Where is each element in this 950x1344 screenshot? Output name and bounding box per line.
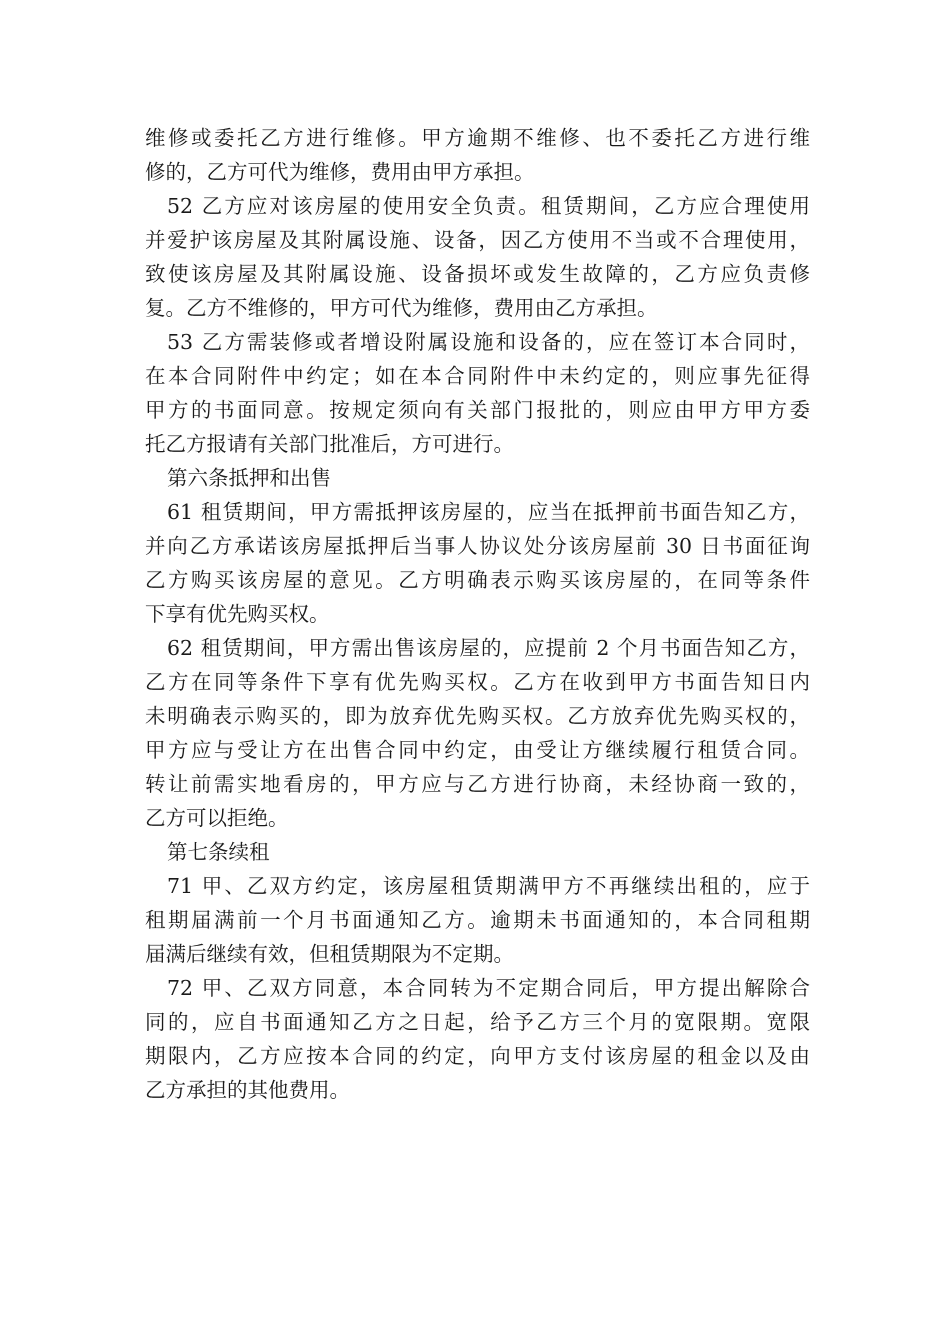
text-line: 下享有优先购买权。 bbox=[145, 602, 330, 626]
text-line: 61 租赁期间，甲方需抵押该房屋的，应当在抵押前书面告知乙方， bbox=[167, 500, 810, 524]
text-line: 52 乙方应对该房屋的使用安全负责。租赁期间，乙方应合理使用 bbox=[167, 194, 810, 218]
text-line: 乙方承担的其他费用。 bbox=[145, 1078, 350, 1102]
text-line: 并向乙方承诺该房屋抵押后当事人协议处分该房屋前 30 日书面征询 bbox=[145, 534, 810, 558]
text-line: 修的，乙方可代为维修，费用由甲方承担。 bbox=[145, 160, 535, 184]
text-line: 71 甲、乙双方约定，该房屋租赁期满甲方不再继续出租的，应于 bbox=[167, 874, 810, 898]
text-line: 转让前需实地看房的，甲方应与乙方进行协商，未经协商一致的， bbox=[145, 772, 810, 796]
clause-6-1 bbox=[145, 495, 810, 631]
text-line: 维修或委托乙方进行维修。甲方逾期不维修、也不委托乙方进行维 bbox=[145, 126, 810, 150]
text-line: 致使该房屋及其附属设施、设备损坏或发生故障的，乙方应负责修 bbox=[145, 262, 810, 286]
text-line: 乙方在同等条件下享有优先购买权。乙方在收到甲方书面告知日内 bbox=[145, 670, 810, 694]
text-line: 53 乙方需装修或者增设附属设施和设备的，应在签订本合同时， bbox=[167, 330, 810, 354]
article-7-heading: 第七条续租 bbox=[167, 840, 270, 864]
clause-5-3 bbox=[145, 325, 810, 461]
text-line: 乙方可以拒绝。 bbox=[145, 806, 289, 830]
text-line: 并爱护该房屋及其附属设施、设备，因乙方使用不当或不合理使用， bbox=[145, 228, 810, 252]
text-line: 同的，应自书面通知乙方之日起，给予乙方三个月的宽限期。宽限 bbox=[145, 1010, 810, 1034]
text-line: 租期届满前一个月书面通知乙方。逾期未书面通知的，本合同租期 bbox=[145, 908, 810, 932]
text-line: 未明确表示购买的，即为放弃优先购买权。乙方放弃优先购买权的， bbox=[145, 704, 810, 728]
text-line: 期限内，乙方应按本合同的约定，向甲方支付该房屋的租金以及由 bbox=[145, 1044, 810, 1068]
text-line: 届满后继续有效，但租赁期限为不定期。 bbox=[145, 942, 514, 966]
text-line: 托乙方报请有关部门批准后，方可进行。 bbox=[145, 432, 514, 456]
clause-6-2 bbox=[145, 631, 810, 835]
text-line: 甲方的书面同意。按规定须向有关部门报批的，则应由甲方甲方委 bbox=[145, 398, 810, 422]
document-body bbox=[145, 121, 810, 1107]
text-line: 乙方购买该房屋的意见。乙方明确表示购买该房屋的，在同等条件 bbox=[145, 568, 810, 592]
text-line: 复。乙方不维修的，甲方可代为维修，费用由乙方承担。 bbox=[145, 296, 658, 320]
paragraph-5-1-tail bbox=[145, 121, 810, 189]
text-line: 在本合同附件中约定；如在本合同附件中未约定的，则应事先征得 bbox=[145, 364, 810, 388]
clause-5-2 bbox=[145, 189, 810, 325]
clause-7-1 bbox=[145, 869, 810, 971]
text-line: 62 租赁期间，甲方需出售该房屋的，应提前 2 个月书面告知乙方， bbox=[167, 636, 810, 660]
article-6-heading: 第六条抵押和出售 bbox=[167, 466, 331, 490]
text-line: 甲方应与受让方在出售合同中约定，由受让方继续履行租赁合同。 bbox=[145, 738, 810, 762]
clause-7-2 bbox=[145, 971, 810, 1107]
text-line: 72 甲、乙双方同意，本合同转为不定期合同后，甲方提出解除合 bbox=[167, 976, 810, 1000]
